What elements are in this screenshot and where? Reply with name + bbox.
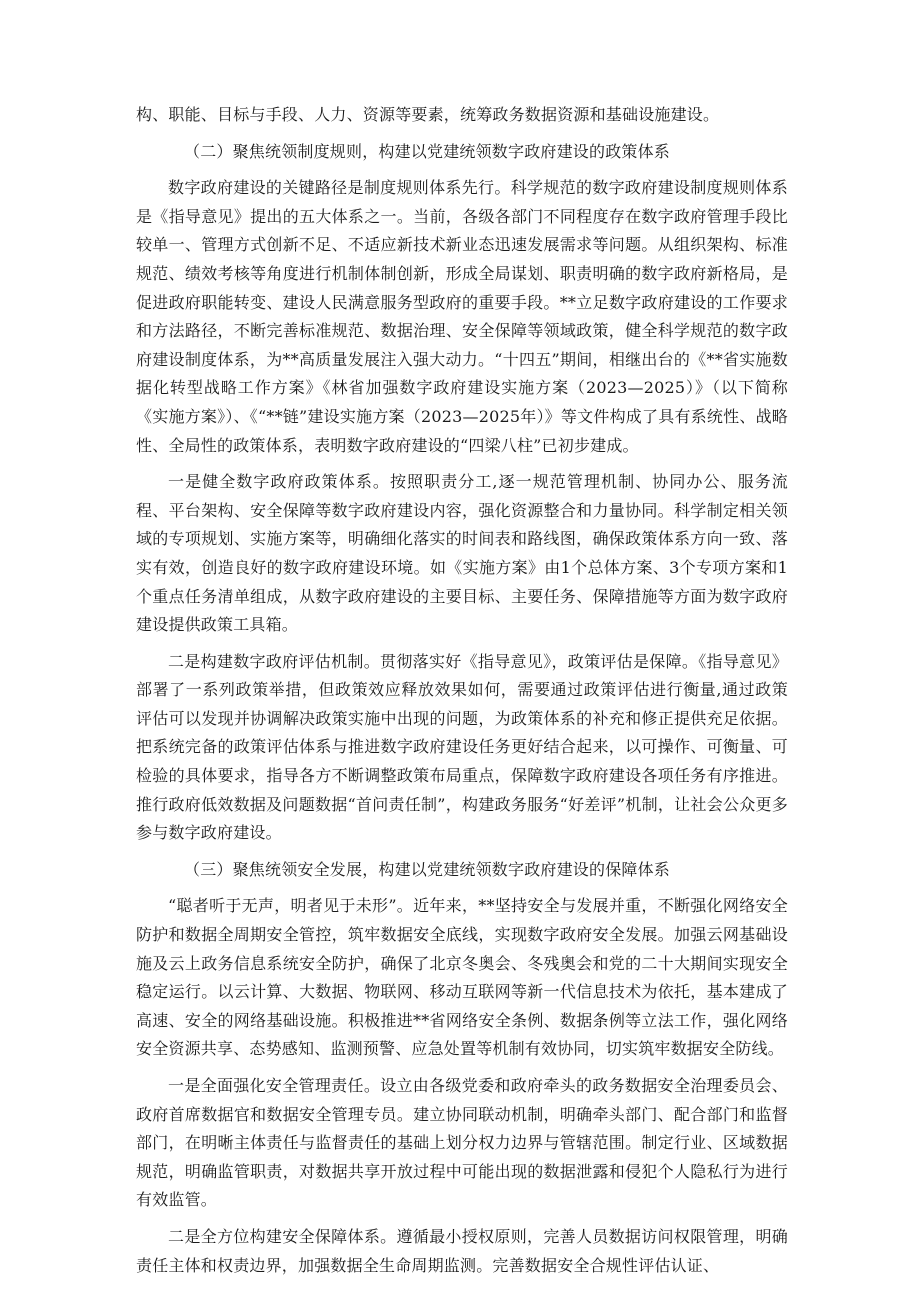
paragraph-security-system: 二是全方位构建安全保障体系。遵循最小授权原则，完善人员数据访问权限管理，明确责任主体和权责边界，加强数据全生命周期监测。完善数据安全合规性评估认证、 — [136, 1226, 788, 1275]
paragraph-evaluation-mechanism: 二是构建数字政府评估机制。贯彻落实好《指导意见》，政策评估是保障。《指导意见》部署了一系列政策举措，但政策效应释放效果如何，需要通过政策评估进行衡量,通过政策评估可以发现并协调解决政策实施中出现的问题，为政策体系的补充和修正提供充足依据。把系统完备的政策评估体系与推进数字政府建设任务更好结合起来，以可操作、可衡量、可检验的具体要求，指导各方不断调整政策布局重点，保障数字政府建设各项任务有序推进。推行政府低效数据及问题数据“首问责任制”，构建政务服务“好差评”机制，让社会公众更多参与数字政府建设。 — [136, 651, 788, 843]
paragraph-continuation: 构、职能、目标与手段、人力、资源等要素，统筹政务数据资源和基础设施建设。 — [136, 105, 720, 124]
paragraph-security-responsibility: 一是全面强化安全管理责任。设立由各级党委和政府牵头的政务数据安全治理委员会、政府首席数据官和数据安全管理专员。建立协同联动机制，明确牵头部门、配合部门和监督部门，在明晰主体责任与监督责任的基础上划分权力边界与管辖范围。制定行业、区域数据规范，明确监管职责，对数据共享开放过程中可能出现的数据泄露和侵犯个人隐私行为进行有效监管。 — [136, 1076, 788, 1210]
paragraph-security-intro: “聪者听于无声，明者见于未形”。近年来，**坚持安全与发展并重，不断强化网络安全防护和数据全周期安全管控，筑牢数据安全底线，实现数字政府安全发展。加强云网基础设施及云上政务信息系统安全防护，确保了北京冬奥会、冬残奥会和党的二十大期间实现安全稳定运行。以云计算、大数据、物联网、移动互联网等新一代信息技术为依托，基本建成了高速、安全的网络基础设施。积极推进**省网络安全条例、数据条例等立法工作，强化网络安全资源共享、态势感知、监测预警、应急处置等机制有效协同，切实筑牢数据安全防线。 — [136, 896, 788, 1059]
section-heading-3: （三）聚焦统领安全发展，构建以党建统领数字政府建设的保障体系 — [184, 859, 671, 879]
document-body — [136, 101, 788, 1288]
paragraph-policy-system: 一是健全数字政府政策体系。按照职责分工,逐一规范管理机制、协同办公、服务流程、平台架构、安全保障等数字政府建设内容，强化资源整合和力量协同。科学制定相关领域的专项规划、实施方案等，明确细化落实的时间表和路线图，确保政策体系方向一致、落实有效，创造良好的数字政府建设环境。如《实施方案》由1个总体方案、3个专项方案和1个重点任务清单组成，从数字政府建设的主要目标、主要任务、保障措施等方面为数字政府建设提供政策工具箱。 — [136, 472, 788, 635]
section-heading-2: （二）聚焦统领制度规则，构建以党建统领数字政府建设的政策体系 — [184, 141, 671, 161]
paragraph-policy-intro: 数字政府建设的关键路径是制度规则体系先行。科学规范的数字政府建设制度规则体系是《指导意见》提出的五大体系之一。当前，各级各部门不同程度存在数字政府管理手段比较单一、管理方式创新不足、不适应新技术新业态迅速发展需求等问题。从组织架构、标准规范、绩效考核等角度进行机制体制创新，形成全局谋划、职责明确的数字政府新格局，是促进政府职能转变、建设人民满意服务型政府的重要手段。**立足数字政府建设的工作要求和方法路径，不断完善标准规范、数据治理、安全保障等领域政策，健全科学规范的数字政府建设制度体系，为**高质量发展注入强大动力。“十四五”期间，相继出台的《**省实施数据化转型战略工作方案》《林省加强数字政府建设实施方案（2023—2025）》（以下简称《实施方案》）、《“**链”建设实施方案（2023—2025年）》等文件构成了具有系统性、战略性、全局性的政策体系，表明数字政府建设的“四梁八柱”已初步建成。 — [136, 178, 788, 455]
